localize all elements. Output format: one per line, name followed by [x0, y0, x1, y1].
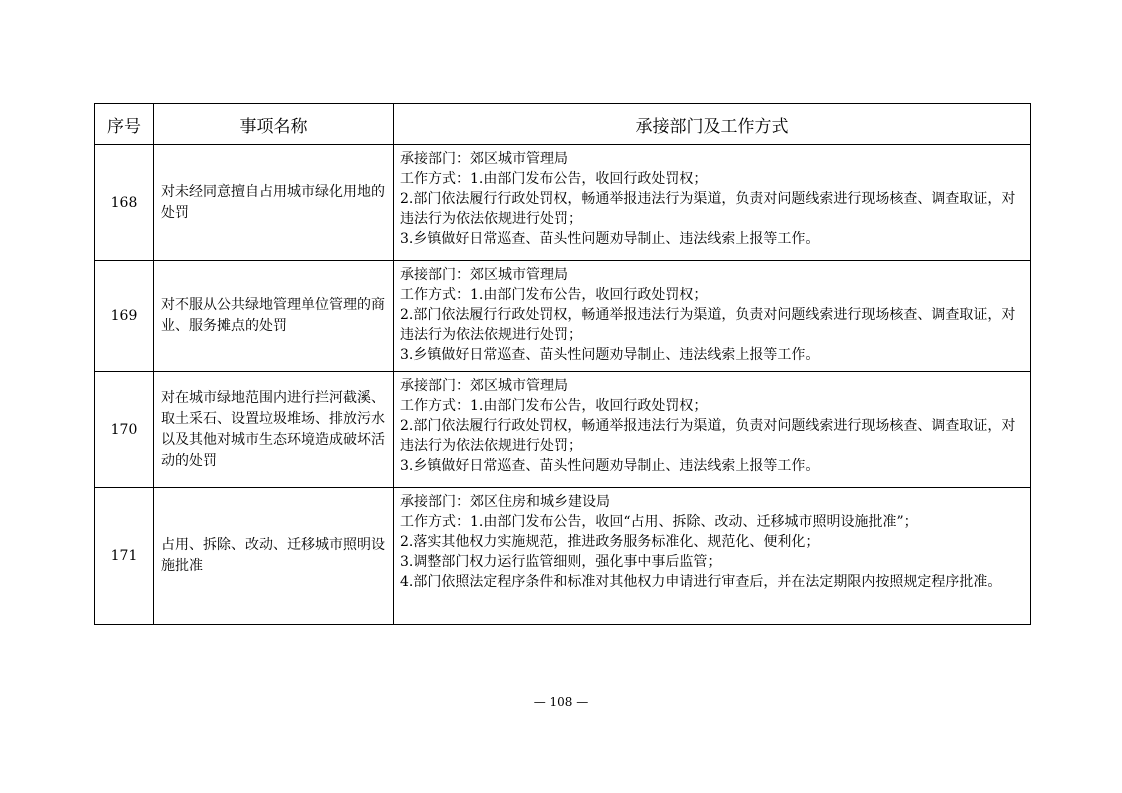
method-line: 2.落实其他权力实施规范，推进政务服务标准化、规范化、便利化； — [400, 534, 820, 550]
header-serial-number: 序号 — [95, 104, 154, 145]
method-line: 3.乡镇做好日常巡查、苗头性问题劝导制止、违法线索上报等工作。 — [400, 231, 820, 247]
table-row — [95, 145, 1031, 261]
method-line: 承接部门：郊区城市管理局 — [400, 267, 568, 283]
method-line: 3.乡镇做好日常巡查、苗头性问题劝导制止、违法线索上报等工作。 — [400, 458, 820, 474]
matter-name: 对不服从公共绿地管理单位管理的商业、服务摊点的处罚 — [154, 261, 394, 372]
method-line: 2.部门依法履行行政处罚权，畅通举报违法行为渠道，负责对问题线索进行现场核查、调查取证，对违法行为依法依规进行处罚； — [400, 191, 1016, 227]
method-line: 3.调整部门权力运行监管细则，强化事中事后监管； — [400, 554, 722, 570]
method-line: 2.部门依法履行行政处罚权，畅通举报违法行为渠道，负责对问题线索进行现场核查、调查取证，对违法行为依法依规进行处罚； — [400, 307, 1016, 343]
method-line: 4.部门依照法定程序条件和标准对其他权力申请进行审查后，并在法定期限内按照规定程序批准。 — [400, 574, 1002, 590]
method-line: 2.部门依法履行行政处罚权，畅通举报违法行为渠道，负责对问题线索进行现场核查、调查取证，对违法行为依法依规进行处罚； — [400, 418, 1016, 454]
row-number: 169 — [95, 261, 154, 372]
matter-name: 对未经同意擅自占用城市绿化用地的处罚 — [154, 145, 394, 261]
department-and-method — [394, 488, 1031, 625]
row-number: 171 — [95, 488, 154, 625]
method-line: 3.乡镇做好日常巡查、苗头性问题劝导制止、违法线索上报等工作。 — [400, 347, 820, 363]
method-line: 工作方式：1.由部门发布公告，收回行政处罚权； — [400, 398, 708, 414]
matter-name: 对在城市绿地范围内进行拦河截溪、取土采石、设置垃圾堆场、排放污水以及其他对城市生态环境造成破坏活动的处罚 — [154, 372, 394, 488]
header-matter-name: 事项名称 — [154, 104, 394, 145]
row-number: 168 — [95, 145, 154, 261]
table-row — [95, 261, 1031, 372]
header-department-and-method: 承接部门及工作方式 — [394, 104, 1031, 145]
department-and-method — [394, 372, 1031, 488]
page-number: — 108 — — [533, 695, 589, 709]
matter-name: 占用、拆除、改动、迁移城市照明设施批准 — [154, 488, 394, 625]
matters-table — [94, 103, 1031, 625]
row-number: 170 — [95, 372, 154, 488]
method-line: 工作方式：1.由部门发布公告，收回行政处罚权； — [400, 171, 708, 187]
department-and-method — [394, 261, 1031, 372]
department-and-method — [394, 145, 1031, 261]
table-row — [95, 488, 1031, 625]
method-line: 承接部门：郊区城市管理局 — [400, 378, 568, 394]
table-header-row — [95, 104, 1031, 145]
method-line: 工作方式：1.由部门发布公告，收回“占用、拆除、改动、迁移城市照明设施批准”； — [400, 514, 918, 530]
method-line: 承接部门：郊区住房和城乡建设局 — [400, 494, 610, 510]
method-line: 工作方式：1.由部门发布公告，收回行政处罚权； — [400, 287, 708, 303]
method-line: 承接部门：郊区城市管理局 — [400, 151, 568, 167]
table-row — [95, 372, 1031, 488]
